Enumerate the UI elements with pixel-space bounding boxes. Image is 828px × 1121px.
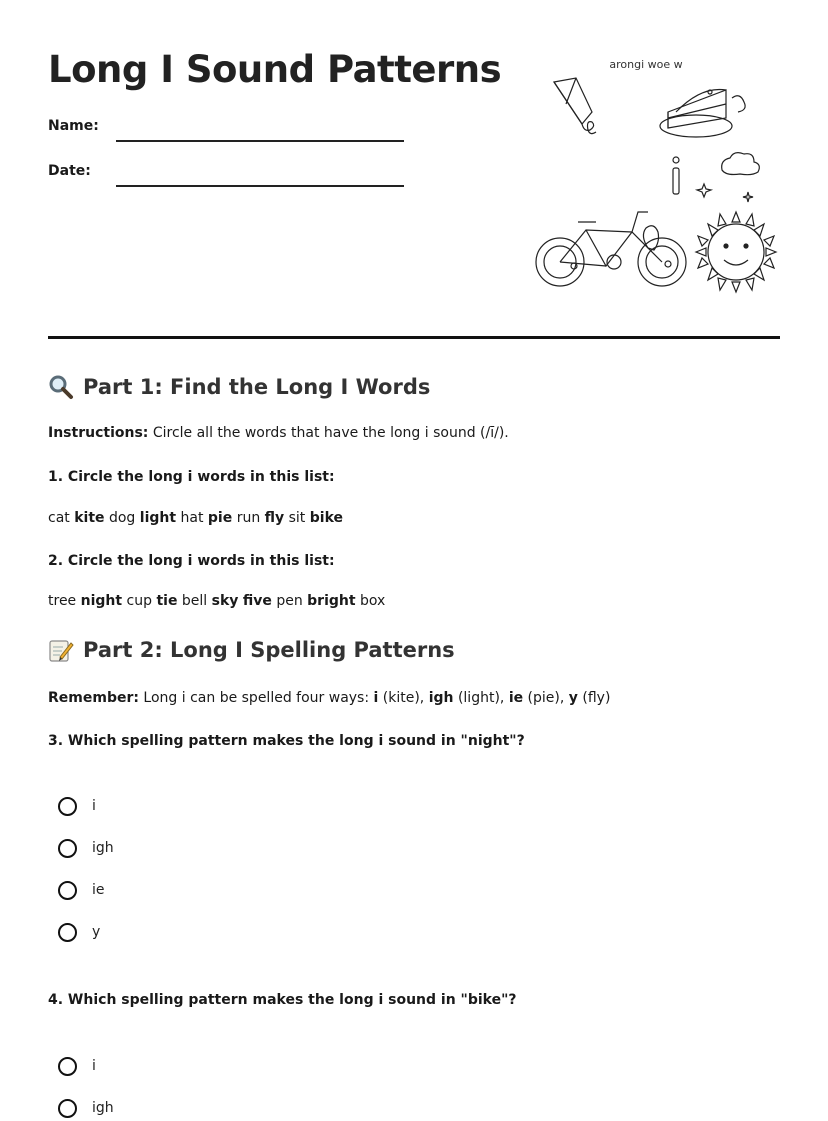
radio-button[interactable] bbox=[58, 797, 77, 816]
kite-icon bbox=[554, 78, 596, 134]
remember-text-part: Long i can be spelled four ways: bbox=[143, 690, 374, 706]
option-label: igh bbox=[92, 840, 114, 856]
letter-i-icon bbox=[673, 157, 679, 194]
remember-note bbox=[48, 690, 610, 706]
question-2-word-list bbox=[48, 593, 385, 609]
illustration-caption: arongi woe w bbox=[609, 58, 683, 71]
memo-pencil-icon bbox=[48, 637, 74, 663]
date-label: Date: bbox=[48, 163, 91, 179]
instructions-text: Circle all the words that have the long i sound (/ī/). bbox=[152, 425, 509, 441]
q2-word[interactable]: box bbox=[360, 593, 386, 609]
radio-button[interactable] bbox=[58, 839, 77, 858]
q2-word[interactable]: night bbox=[80, 593, 123, 609]
q2-word[interactable]: sky bbox=[211, 593, 239, 609]
q3-option-4[interactable] bbox=[58, 919, 100, 945]
radio-button[interactable] bbox=[58, 923, 77, 942]
q4-option-1[interactable] bbox=[58, 1053, 96, 1079]
sparkle-icon bbox=[697, 184, 753, 202]
remember-text-part: (pie), bbox=[523, 690, 569, 706]
q1-word[interactable]: fly bbox=[264, 510, 285, 526]
question-4-prompt: 4. Which spelling pattern makes the long i sound in "bike"? bbox=[48, 992, 517, 1008]
radio-button[interactable] bbox=[58, 881, 77, 900]
option-label: i bbox=[92, 798, 96, 814]
header-divider bbox=[48, 336, 780, 339]
q2-word[interactable]: pen bbox=[276, 593, 303, 609]
q1-word[interactable]: cat bbox=[48, 510, 70, 526]
q1-word[interactable]: kite bbox=[74, 510, 105, 526]
name-line[interactable] bbox=[116, 140, 404, 142]
spelling-pattern: ie bbox=[508, 690, 524, 706]
cake-icon bbox=[660, 89, 745, 137]
part1-heading-text: Part 1: Find the Long I Words bbox=[83, 375, 431, 399]
page-title: Long I Sound Patterns bbox=[48, 48, 502, 91]
q2-word[interactable]: bright bbox=[307, 593, 356, 609]
bicycle-icon bbox=[536, 212, 686, 286]
q2-word[interactable]: bell bbox=[181, 593, 208, 609]
date-line[interactable] bbox=[116, 185, 404, 187]
remember-text-part: (light), bbox=[453, 690, 509, 706]
worksheet-page bbox=[48, 0, 780, 1118]
radio-button[interactable] bbox=[58, 1099, 77, 1118]
name-field[interactable] bbox=[48, 118, 408, 148]
q1-word[interactable]: dog bbox=[108, 510, 136, 526]
instructions-label: Instructions: bbox=[48, 425, 149, 441]
option-label: i bbox=[92, 1058, 96, 1074]
remember-text bbox=[143, 690, 610, 706]
remember-label: Remember: bbox=[48, 690, 139, 706]
name-label: Name: bbox=[48, 118, 99, 134]
q2-word[interactable]: tie bbox=[156, 593, 178, 609]
question-3-prompt: 3. Which spelling pattern makes the long i sound in "night"? bbox=[48, 733, 525, 749]
remember-text-part: (kite), bbox=[378, 690, 429, 706]
q1-word[interactable]: sit bbox=[288, 510, 306, 526]
radio-button[interactable] bbox=[58, 1057, 77, 1076]
q2-word[interactable]: five bbox=[242, 593, 272, 609]
q2-word[interactable]: tree bbox=[48, 593, 77, 609]
instructions bbox=[48, 425, 509, 441]
question-2-prompt: 2. Circle the long i words in this list: bbox=[48, 553, 335, 569]
date-field[interactable] bbox=[48, 163, 408, 193]
spelling-pattern: y bbox=[568, 690, 578, 706]
cloud-icon bbox=[722, 153, 760, 175]
q4-option-2[interactable] bbox=[58, 1095, 114, 1121]
q1-word[interactable]: run bbox=[236, 510, 261, 526]
q1-word[interactable]: light bbox=[139, 510, 177, 526]
q2-word[interactable]: cup bbox=[126, 593, 152, 609]
spelling-pattern: i bbox=[373, 690, 379, 706]
part2-heading bbox=[48, 637, 455, 663]
spelling-pattern: igh bbox=[428, 690, 454, 706]
option-label: ie bbox=[92, 882, 105, 898]
magnifying-glass-icon bbox=[48, 374, 74, 400]
q3-option-1[interactable] bbox=[58, 793, 96, 819]
question-1-prompt: 1. Circle the long i words in this list: bbox=[48, 469, 335, 485]
sun-icon bbox=[696, 212, 776, 292]
option-label: igh bbox=[92, 1100, 114, 1116]
remember-text-part: (fly) bbox=[577, 690, 611, 706]
q3-option-2[interactable] bbox=[58, 835, 114, 861]
header-illustration bbox=[526, 52, 786, 304]
q1-word[interactable]: hat bbox=[180, 510, 204, 526]
part2-heading-text: Part 2: Long I Spelling Patterns bbox=[83, 638, 455, 662]
option-label: y bbox=[92, 924, 101, 940]
q1-word[interactable]: bike bbox=[309, 510, 344, 526]
question-1-word-list bbox=[48, 510, 343, 526]
q1-word[interactable]: pie bbox=[207, 510, 233, 526]
part1-heading bbox=[48, 374, 430, 400]
q3-option-3[interactable] bbox=[58, 877, 105, 903]
